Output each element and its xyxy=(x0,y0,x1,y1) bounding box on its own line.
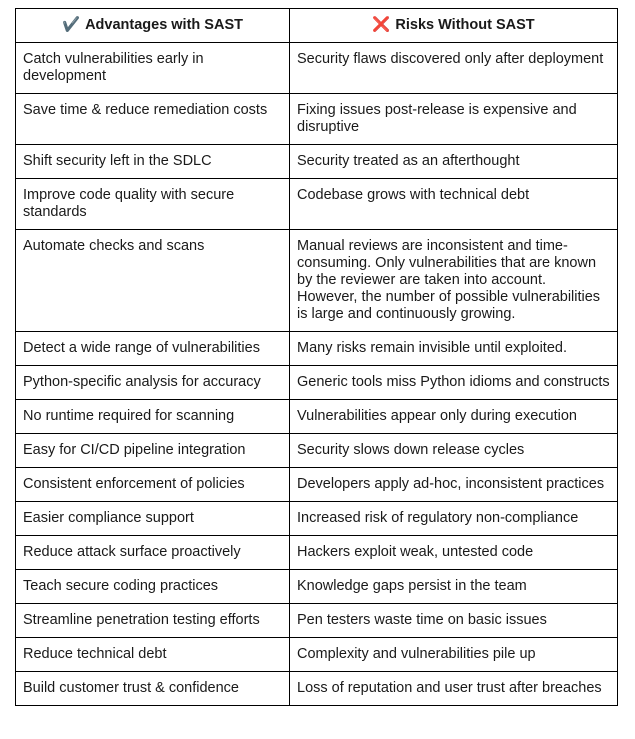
advantage-cell xyxy=(16,179,290,230)
risk-cell xyxy=(290,468,618,502)
table-row xyxy=(16,502,618,536)
advantage-cell xyxy=(16,145,290,179)
risk-text: Many risks remain invisible until exploited. xyxy=(297,340,567,356)
risk-cell xyxy=(290,434,618,468)
advantage-cell xyxy=(16,638,290,672)
advantage-cell xyxy=(16,94,290,145)
table-row xyxy=(16,638,618,672)
risk-text: Security slows down release cycles xyxy=(297,442,525,458)
table-row xyxy=(16,366,618,400)
table-row xyxy=(16,94,618,145)
risk-text: Security treated as an afterthought xyxy=(297,153,520,169)
table-row xyxy=(16,145,618,179)
advantage-cell xyxy=(16,400,290,434)
advantage-text: Teach secure coding practices xyxy=(23,578,219,594)
advantage-cell xyxy=(16,230,290,332)
risk-cell xyxy=(290,366,618,400)
advantage-text: Consistent enforcement of policies xyxy=(23,476,245,492)
advantage-cell xyxy=(16,43,290,94)
risk-text: Increased risk of regulatory non-compliance xyxy=(297,510,579,526)
risk-cell xyxy=(290,536,618,570)
risk-text: Security flaws discovered only after deployment xyxy=(297,51,604,67)
table-row xyxy=(16,672,618,706)
risk-text: Knowledge gaps persist in the team xyxy=(297,578,527,594)
risk-cell xyxy=(290,570,618,604)
sast-comparison-table-wrapper xyxy=(15,8,617,706)
cross-mark-icon: ❌ xyxy=(372,17,391,33)
header-advantages-label: Advantages with SAST xyxy=(85,17,243,33)
risk-text: Developers apply ad-hoc, inconsistent practices xyxy=(297,476,605,492)
advantage-cell xyxy=(16,570,290,604)
risk-cell xyxy=(290,230,618,332)
risk-cell xyxy=(290,145,618,179)
header-risks xyxy=(290,9,618,43)
table-row xyxy=(16,43,618,94)
advantage-cell xyxy=(16,332,290,366)
header-risks-label: Risks Without SAST xyxy=(395,17,535,33)
risk-cell xyxy=(290,604,618,638)
advantage-cell xyxy=(16,434,290,468)
advantage-cell xyxy=(16,536,290,570)
risk-text: Complexity and vulnerabilities pile up xyxy=(297,646,536,662)
table-row xyxy=(16,468,618,502)
risk-cell xyxy=(290,94,618,145)
risk-text: Hackers exploit weak, untested code xyxy=(297,544,534,560)
advantage-text: Reduce technical debt xyxy=(23,646,167,662)
advantage-text: Detect a wide range of vulnerabilities xyxy=(23,340,260,356)
advantage-text: Reduce attack surface proactively xyxy=(23,544,241,560)
advantage-text: Catch vulnerabilities early in development xyxy=(23,51,204,84)
risk-text: Fixing issues post-release is expensive and disruptive xyxy=(297,102,577,135)
check-mark-icon: ✔️ xyxy=(62,17,81,33)
advantage-text: Build customer trust & confidence xyxy=(23,680,239,696)
advantage-text: Easy for CI/CD pipeline integration xyxy=(23,442,246,458)
table-row xyxy=(16,434,618,468)
advantage-cell xyxy=(16,604,290,638)
table-header-row xyxy=(16,9,618,43)
risk-cell xyxy=(290,332,618,366)
advantage-text: Easier compliance support xyxy=(23,510,194,526)
risk-text: Loss of reputation and user trust after breaches xyxy=(297,680,602,696)
table-body xyxy=(16,43,618,706)
risk-cell xyxy=(290,43,618,94)
table-row xyxy=(16,570,618,604)
risk-cell xyxy=(290,502,618,536)
sast-comparison-table xyxy=(15,8,618,706)
advantage-text: Shift security left in the SDLC xyxy=(23,153,212,169)
table-row xyxy=(16,400,618,434)
risk-text: Vulnerabilities appear only during execution xyxy=(297,408,577,424)
risk-text: Manual reviews are inconsistent and time-consuming. Only vulnerabilities that are known by the reviewer are taken into account. However, the number of possible vulnerabilities is large and continuously growing. xyxy=(297,238,601,322)
risk-text: Generic tools miss Python idioms and constructs xyxy=(297,374,610,390)
risk-text: Pen testers waste time on basic issues xyxy=(297,612,547,628)
table-row xyxy=(16,332,618,366)
table-row xyxy=(16,536,618,570)
table-row xyxy=(16,604,618,638)
advantage-cell xyxy=(16,366,290,400)
risk-cell xyxy=(290,638,618,672)
advantage-text: Python-specific analysis for accuracy xyxy=(23,374,261,390)
risk-text: Codebase grows with technical debt xyxy=(297,187,530,203)
risk-cell xyxy=(290,400,618,434)
header-advantages xyxy=(16,9,290,43)
advantage-cell xyxy=(16,502,290,536)
advantage-text: No runtime required for scanning xyxy=(23,408,235,424)
risk-cell xyxy=(290,179,618,230)
risk-cell xyxy=(290,672,618,706)
advantage-cell xyxy=(16,468,290,502)
table-row xyxy=(16,179,618,230)
advantage-text: Streamline penetration testing efforts xyxy=(23,612,260,628)
advantage-cell xyxy=(16,672,290,706)
table-row xyxy=(16,230,618,332)
advantage-text: Automate checks and scans xyxy=(23,238,205,254)
advantage-text: Save time & reduce remediation costs xyxy=(23,102,268,118)
advantage-text: Improve code quality with secure standards xyxy=(23,187,235,220)
